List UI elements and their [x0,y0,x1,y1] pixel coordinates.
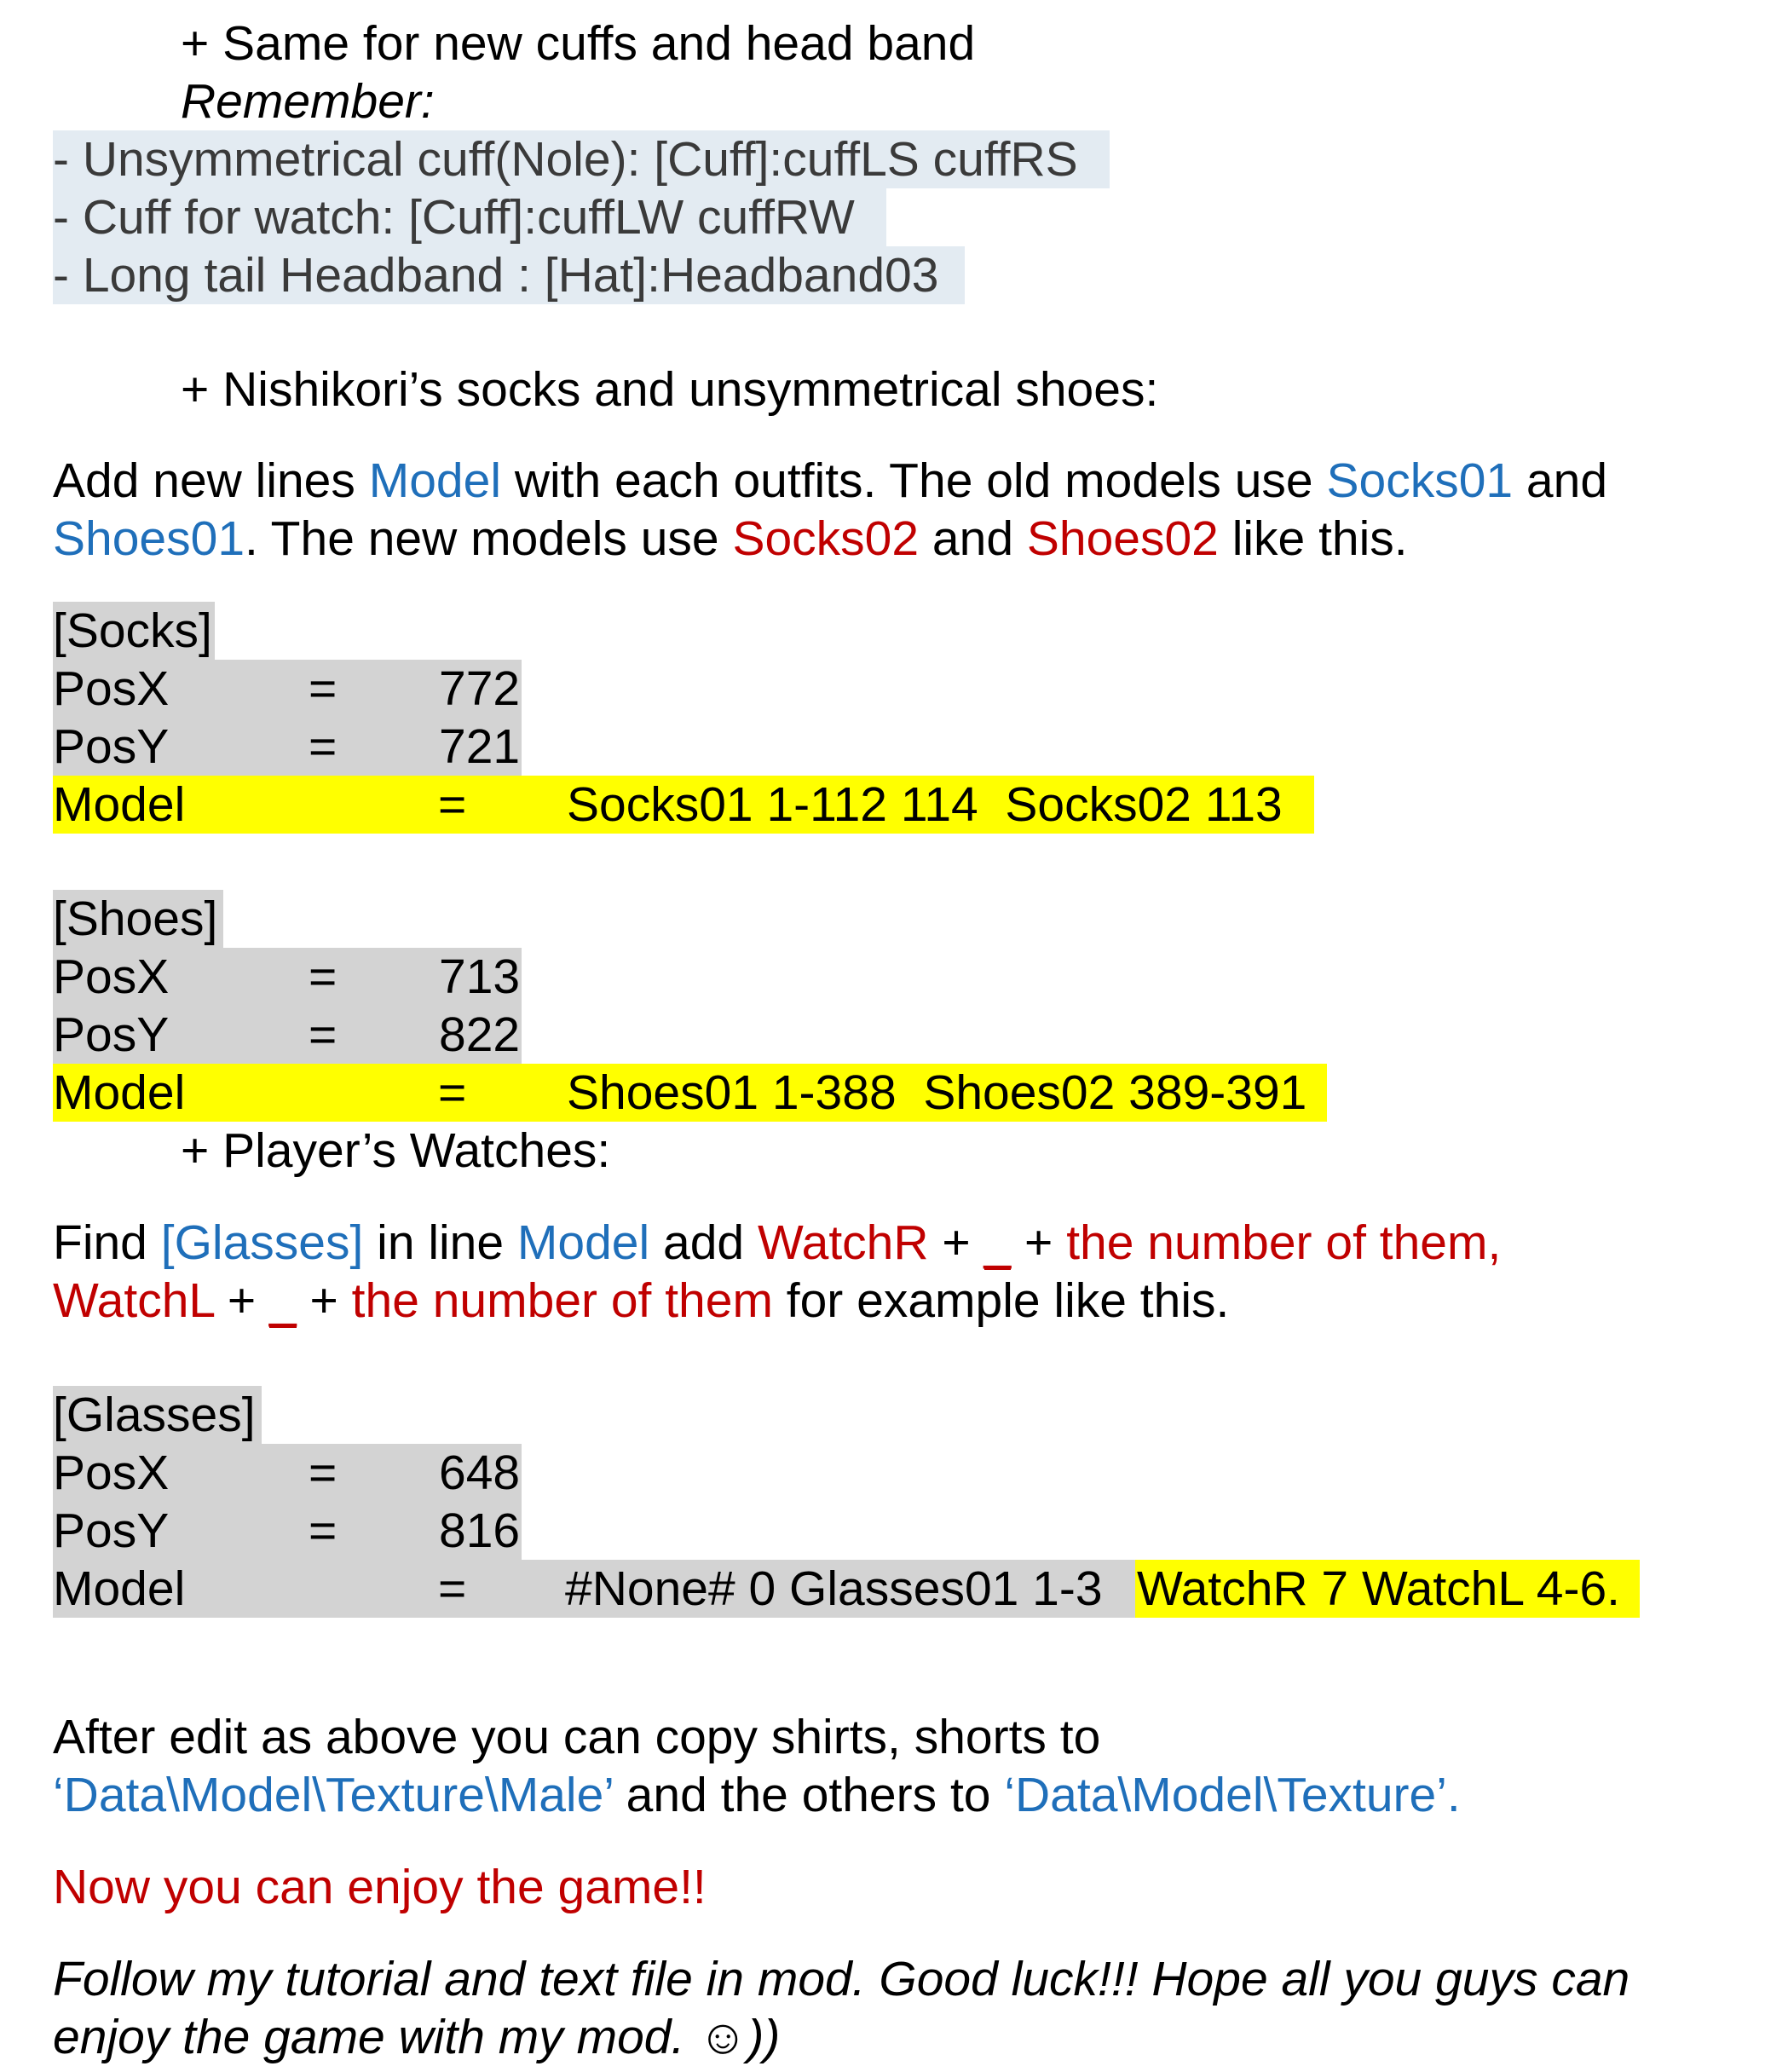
text: with each outfits. The old models use [500,453,1327,508]
equals: = [438,1065,467,1120]
watchr-keyword: WatchR [757,1215,929,1270]
value: 816 [439,1503,521,1558]
value: #None# 0 Glasses01 1-3 [565,1561,1116,1616]
text: and the others to [612,1768,1005,1822]
watches-paragraph-line-2 [53,1272,1229,1330]
value: 772 [439,661,521,716]
shoes01-keyword: Shoes01 [53,511,245,566]
socks-shoes-heading: + Nishikori’s socks and unsymmetrical shoes: [181,362,1159,417]
socks-header-text: [Socks] [53,603,212,658]
key: PosY [53,1007,170,1062]
text: + [928,1215,984,1270]
number-text: the number of them, [1066,1215,1502,1270]
follow-line-1: Follow my tutorial and text file in mod. Good luck!!! Hope all you guys can [53,1952,1630,2006]
equals: = [309,1007,337,1062]
watchl-keyword: WatchL [53,1273,215,1328]
remember-text-2: - Cuff for watch: [Cuff]:cuffLW cuffRW [53,188,886,246]
equals: = [438,777,467,832]
value: 713 [439,949,521,1004]
text: . The new models use [245,511,733,566]
text: + [214,1273,269,1328]
key: PosY [53,1503,170,1558]
shoes-header [53,890,223,948]
remember-label: Remember: [181,74,435,129]
value: Socks01 1-112 114 Socks02 113 [567,777,1283,832]
text: and [919,511,1027,566]
follow-line-2: enjoy the game with my mod. ☺)) [53,2010,781,2064]
glasses-model-row [53,1560,1640,1618]
after-edit-line-1: After edit as above you can copy shirts, shorts to [53,1710,1101,1764]
equals: = [438,1561,467,1616]
value-highlighted: WatchR 7 WatchL 4-6. [1137,1561,1621,1616]
key: Model [53,777,186,832]
text: + [296,1273,352,1328]
key: Model [53,1561,186,1616]
text: like this. [1218,511,1408,566]
text: add [649,1215,758,1270]
shoes02-keyword: Shoes02 [1026,511,1219,566]
watches-heading: + Player’s Watches: [181,1123,611,1178]
underscore: _ [268,1273,297,1328]
underscore: _ [983,1215,1012,1270]
watches-paragraph-line-1 [53,1214,1501,1272]
socks-posy-row [53,718,522,776]
text: Add new lines [53,453,369,508]
key: PosX [53,1446,170,1500]
key: PosX [53,661,170,716]
equals: = [309,719,337,774]
shoes-model-row [53,1064,1327,1122]
socks-header [53,602,215,660]
equals: = [309,1446,337,1500]
model-keyword: Model [516,1215,650,1270]
remember-line-1 [53,130,1110,188]
equals: = [309,1503,337,1558]
socks-model-row [53,776,1314,834]
key: PosX [53,949,170,1004]
shoes-posx-row [53,948,522,1006]
text: Find [53,1215,161,1270]
text: + [1011,1215,1067,1270]
model-keyword: Model [368,453,501,508]
text: for example like this. [772,1273,1230,1328]
after-edit-line-2 [53,1766,1461,1824]
value: Shoes01 1-388 Shoes02 389-391 [567,1065,1307,1120]
socks-paragraph-line-1 [53,452,1607,510]
enjoy-line: Now you can enjoy the game!! [53,1860,707,1914]
texture-path: ‘Data\Model\Texture’. [1004,1768,1461,1822]
glasses-header [53,1386,262,1444]
text: in line [363,1215,517,1270]
key: PosY [53,719,170,774]
equals: = [309,949,337,1004]
cuffs-headband-note: + Same for new cuffs and head band [181,16,976,71]
glasses-posx-row [53,1444,522,1502]
equals: = [309,661,337,716]
glasses-header-text: [Glasses] [53,1388,256,1442]
value: 822 [439,1007,521,1062]
remember-text-1: - Unsymmetrical cuff(Nole): [Cuff]:cuffLS cuffRS [53,130,1110,188]
remember-line-3 [53,246,965,304]
key: Model [53,1065,186,1120]
number-text: the number of them [351,1273,773,1328]
male-texture-path: ‘Data\Model\Texture\Male’ [53,1768,613,1822]
socks02-keyword: Socks02 [732,511,920,566]
shoes-posy-row [53,1006,522,1064]
shoes-header-text: [Shoes] [53,892,218,946]
text: and [1513,453,1608,508]
remember-text-3: - Long tail Headband : [Hat]:Headband03 [53,246,965,304]
socks01-keyword: Socks01 [1326,453,1514,508]
remember-line-2 [53,188,886,246]
glasses-posy-row [53,1502,522,1560]
socks-posx-row [53,660,522,718]
value: 648 [439,1446,521,1500]
glasses-keyword: [Glasses] [160,1215,364,1270]
socks-paragraph-line-2 [53,510,1408,568]
value: 721 [439,719,521,774]
